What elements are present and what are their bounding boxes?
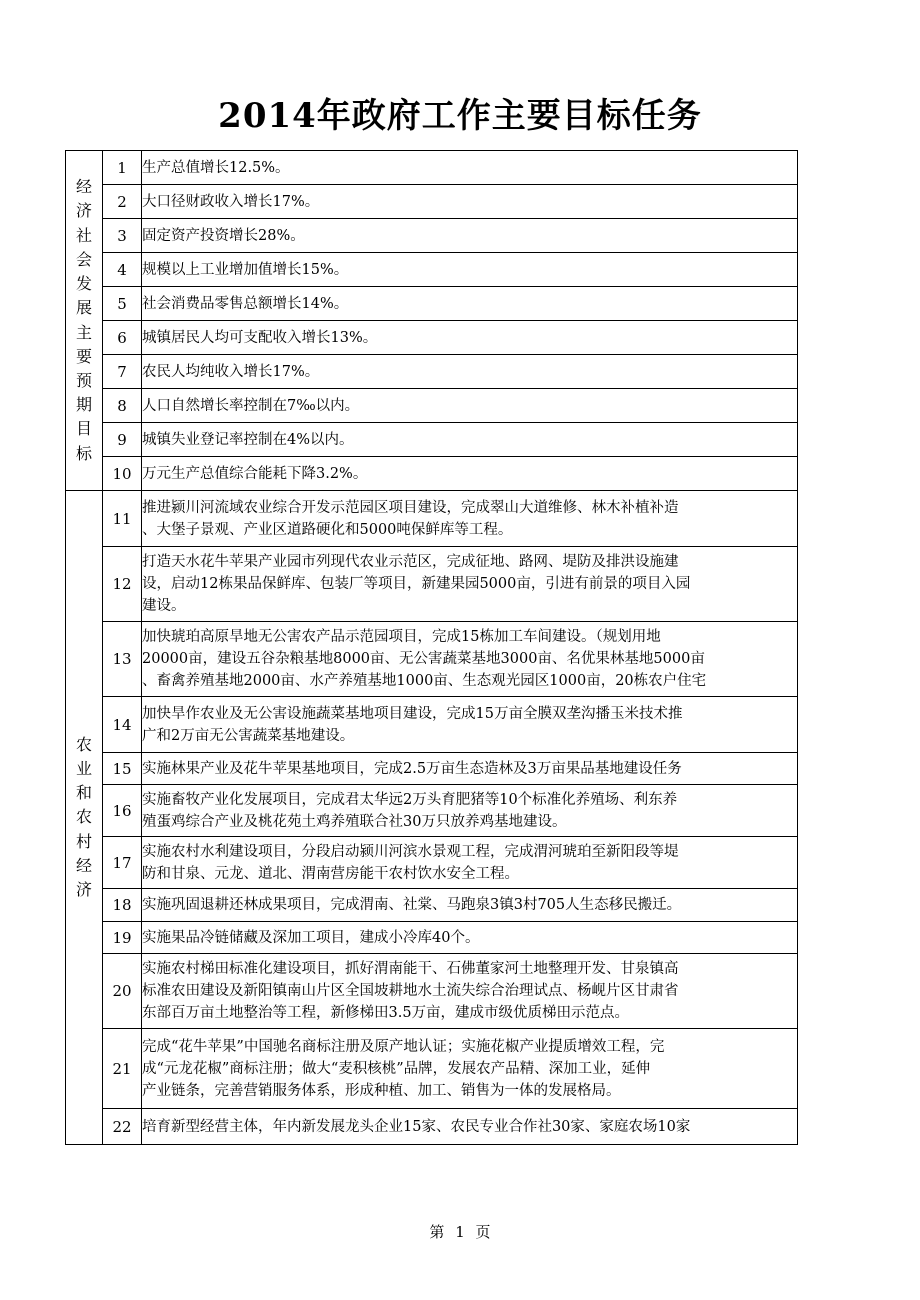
- table-row: [66, 1109, 798, 1145]
- task-text: [142, 753, 798, 785]
- table-row: [66, 457, 798, 491]
- table-row: [66, 219, 798, 253]
- task-text-line: 加快琥珀高原旱地无公害农产品示范园项目，完成15栋加工车间建设。（规划用地: [142, 629, 661, 645]
- task-text: [142, 697, 798, 753]
- row-number: 11: [103, 491, 142, 547]
- row-number: 21: [103, 1029, 142, 1109]
- task-text-line: 防和甘泉、元龙、道北、渭南营房能干农村饮水安全工程。: [142, 865, 519, 882]
- task-text: [142, 355, 798, 389]
- table-row: [66, 1029, 798, 1109]
- table-row: [66, 753, 798, 785]
- task-text: [142, 321, 798, 355]
- category-label: 农业和农村经济: [75, 734, 92, 899]
- table-row: [66, 785, 798, 837]
- footer-suffix: 页: [475, 1223, 491, 1241]
- task-text-line: 大口径财政收入增长17%。: [142, 193, 320, 210]
- task-text: [142, 622, 798, 697]
- table-row: [66, 287, 798, 321]
- table-row: [66, 253, 798, 287]
- task-text: [142, 889, 798, 922]
- footer-prefix: 第: [429, 1223, 445, 1241]
- task-text-line: 建设。: [142, 598, 186, 614]
- category-label: 经济社会发展主要预期目标: [75, 177, 92, 463]
- table-row: [66, 389, 798, 423]
- task-table: [65, 150, 798, 1145]
- task-text-line: 农民人均纯收入增长17%。: [142, 363, 320, 380]
- category-cell: [66, 491, 103, 1145]
- task-text-line: 实施畜牧产业化发展项目，完成君太华远2万头育肥猪等10个标准化养殖场、利东养: [142, 791, 678, 808]
- row-number: 15: [103, 753, 142, 785]
- row-number: 3: [103, 219, 142, 253]
- task-text-line: 完成“花牛苹果”中国驰名商标注册及原产地认证；实施花椒产业提质增效工程，完: [142, 1038, 665, 1055]
- table-row: [66, 185, 798, 219]
- table-row: [66, 321, 798, 355]
- task-text-line: 打造天水花牛苹果产业园市列现代农业示范区，完成征地、路网、堤防及排洪设施建: [142, 554, 679, 570]
- task-text: [142, 547, 798, 622]
- row-number: 18: [103, 889, 142, 922]
- table-row: [66, 423, 798, 457]
- row-number: 2: [103, 185, 142, 219]
- row-number: 7: [103, 355, 142, 389]
- row-number: 1: [103, 151, 142, 185]
- task-text-line: 广和2万亩无公害蔬菜基地建设。: [142, 727, 355, 744]
- row-number: 8: [103, 389, 142, 423]
- task-text-line: 城镇失业登记率控制在4%以内。: [142, 431, 354, 448]
- task-text-line: 规模以上工业增加值增长15%。: [142, 261, 349, 278]
- table-row: [66, 547, 798, 622]
- task-text-line: 加快旱作农业及无公害设施蔬菜基地项目建设，完成15万亩全膜双垄沟播玉米技术推: [142, 705, 683, 722]
- row-number: 5: [103, 287, 142, 321]
- table-row: [66, 889, 798, 922]
- task-text-line: 推进颍川河流域农业综合开发示范园区项目建设，完成翠山大道维修、林木补植补造: [142, 499, 679, 516]
- table-row: [66, 355, 798, 389]
- task-text: [142, 491, 798, 547]
- page-title: 2014年政府工作主要目标任务: [218, 96, 702, 136]
- table-row: [66, 954, 798, 1029]
- table-row: [66, 697, 798, 753]
- table-row: [66, 151, 798, 185]
- row-number: 9: [103, 423, 142, 457]
- task-text-line: 产业链条，完善营销服务体系，形成种植、加工、销售为一体的发展格局。: [142, 1082, 621, 1099]
- task-text: [142, 151, 798, 185]
- row-number: 12: [103, 547, 142, 622]
- task-text-line: 、畜禽养殖基地2000亩、水产养殖基地1000亩、生态观光园区1000亩，20栋农户住宅: [142, 673, 707, 689]
- task-text: [142, 837, 798, 889]
- row-number: 20: [103, 954, 142, 1029]
- task-text-line: 人口自然增长率控制在7‰以内。: [142, 397, 360, 414]
- task-text-line: 实施果品冷链储藏及深加工项目，建成小冷库40个。: [142, 929, 480, 946]
- task-text-line: 标准农田建设及新阳镇南山片区全国坡耕地水土流失综合治理试点、杨岘片区甘肃省: [142, 983, 679, 999]
- table-row: [66, 837, 798, 889]
- task-text-line: 20000亩，建设五谷杂粮基地8000亩、无公害蔬菜基地3000亩、名优果林基地5000亩: [142, 651, 705, 667]
- task-text-line: 实施巩固退耕还林成果项目，完成渭南、社棠、马跑泉3镇3村705人生态移民搬迁。: [142, 897, 682, 913]
- table-row: [66, 622, 798, 697]
- task-text: [142, 1029, 798, 1109]
- task-text: [142, 785, 798, 837]
- row-number: 13: [103, 622, 142, 697]
- row-number: 17: [103, 837, 142, 889]
- row-number: 22: [103, 1109, 142, 1145]
- task-text-line: 成“元龙花椒”商标注册；做大“麦积核桃”品牌，发展农产品精、深加工业，延伸: [142, 1060, 651, 1077]
- row-number: 10: [103, 457, 142, 491]
- task-text-line: 实施农村水利建设项目，分段启动颍川河滨水景观工程，完成渭河琥珀至新阳段等堤: [142, 843, 679, 860]
- task-text-line: 社会消费品零售总额增长14%。: [142, 295, 349, 312]
- task-text-line: 城镇居民人均可支配收入增长13%。: [142, 329, 378, 346]
- table-row: [66, 491, 798, 547]
- table-row: [66, 922, 798, 954]
- task-text: [142, 219, 798, 253]
- row-number: 19: [103, 922, 142, 954]
- task-text-line: 东部百万亩土地整治等工程，新修梯田3.5万亩，建成市级优质梯田示范点。: [142, 1005, 630, 1021]
- task-text: [142, 389, 798, 423]
- footer-page-number: 1: [455, 1223, 465, 1241]
- task-text: [142, 185, 798, 219]
- task-text-line: 实施林果产业及花牛苹果基地项目，完成2.5万亩生态造林及3万亩果品基地建设任务: [142, 760, 682, 777]
- task-text-line: 万元生产总值综合能耗下降3.2%。: [142, 465, 368, 482]
- task-text: [142, 457, 798, 491]
- task-text: [142, 1109, 798, 1145]
- task-text: [142, 423, 798, 457]
- task-text: [142, 954, 798, 1029]
- task-text-line: 固定资产投资增长28%。: [142, 227, 305, 244]
- task-text-line: 殖蛋鸡综合产业及桃花苑土鸡养殖联合社30万只放养鸡基地建设。: [142, 813, 567, 830]
- row-number: 6: [103, 321, 142, 355]
- row-number: 4: [103, 253, 142, 287]
- task-text-line: 设，启动12栋果品保鲜库、包装厂等项目，新建果园5000亩，引进有前景的项目入园: [142, 576, 691, 592]
- page-footer: [0, 1221, 920, 1242]
- task-text: [142, 253, 798, 287]
- task-text-line: 培育新型经营主体，年内新发展龙头企业15家、农民专业合作社30家、家庭农场10家: [142, 1118, 691, 1135]
- task-text-line: 生产总值增长12.5%。: [142, 159, 290, 176]
- task-text-line: 实施农村梯田标准化建设项目，抓好渭南能干、石佛董家河土地整理开发、甘泉镇高: [142, 961, 679, 977]
- task-text-line: 、大堡子景观、产业区道路硬化和5000吨保鲜库等工程。: [142, 521, 513, 538]
- task-text: [142, 922, 798, 954]
- task-text: [142, 287, 798, 321]
- row-number: 14: [103, 697, 142, 753]
- row-number: 16: [103, 785, 142, 837]
- category-cell: [66, 151, 103, 491]
